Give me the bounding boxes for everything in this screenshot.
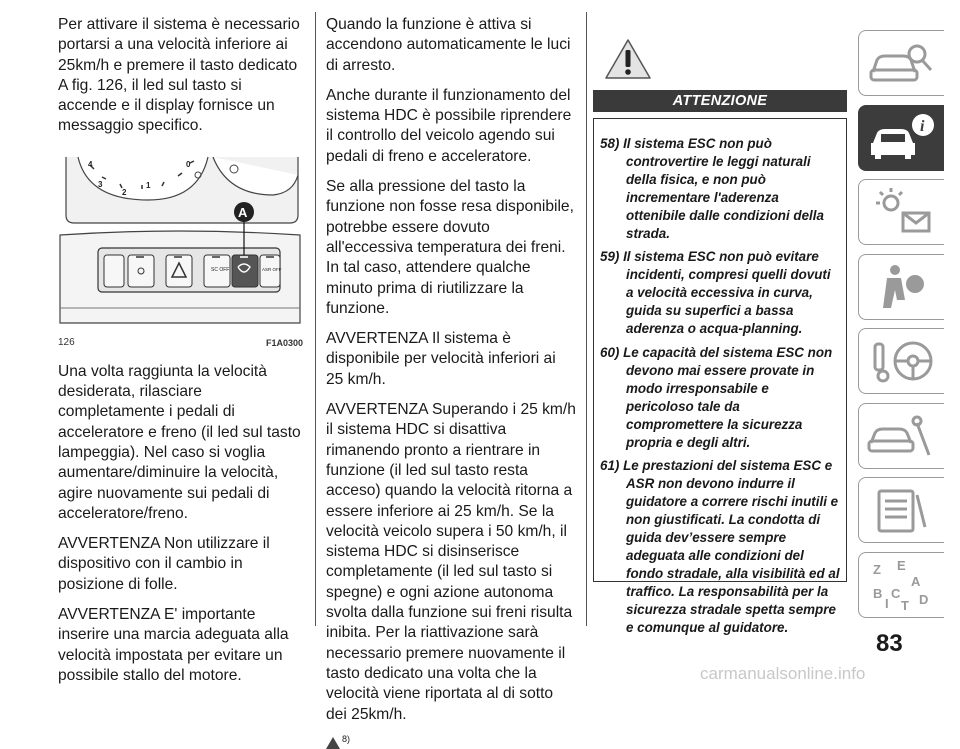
tab-starting-driving[interactable] <box>858 328 944 394</box>
svg-text:i: i <box>919 117 924 135</box>
esc-off-label: SC OFF <box>211 266 230 273</box>
figure-code: F1A0300 <box>265 337 303 348</box>
tab-car-info[interactable] <box>858 105 944 171</box>
paragraph: Una volta raggiunta la velocità desiderata, rilasciare completamente i pedali di acceleratore e freno (il led sul tasto lampeggia). Nel caso si voglia aumentare/diminuire la velocità, agire nuovamente sui pedali di acceleratore/freno. <box>58 362 301 522</box>
asr-off-label: ASR OFF <box>262 266 282 272</box>
index-letter: D <box>918 591 928 607</box>
note-reference[interactable] <box>326 729 576 749</box>
car-info-icon <box>867 111 937 165</box>
dashboard-illustration <box>58 155 303 330</box>
warning-icon <box>326 737 340 749</box>
index-letter: Z <box>872 561 881 577</box>
attenzione-box <box>593 118 847 635</box>
chapter-tabs <box>858 30 944 626</box>
car-search-icon <box>867 36 937 90</box>
index-letter: C <box>890 585 900 601</box>
column-divider <box>586 12 587 626</box>
gauge-number: 2 <box>122 187 127 197</box>
watermark: carmanualsonline.info <box>700 664 866 683</box>
paragraph: AVVERTENZA Superando i 25 km/h il sistema HDC si disattiva rimanendo pronto a rientrare in funzione (il led sul tasto resta acceso) quando la velocità ritorna a essere inferiore ai 25 km/h. Se la velocità veicolo supera i 50 km/h, il sistema HDC si disinserisce completamente (il led sul tasto si spegne) e ogni azione autonoma svolta dalla funzione sui freni risulta inibita. Per la riattivazione sarà necessario premere nuovamente il tasto dedicato una volta che la velocità viene riportata al di sotto dei 25km/h. <box>326 401 576 723</box>
index-letter: I <box>884 595 889 611</box>
paragraph: AVVERTENZA E' importante inserire una marcia adeguata alla velocità impostata per evitare un possibile stallo del motore. <box>58 606 289 684</box>
middle-column <box>326 15 576 749</box>
figure-number: 126 <box>58 336 75 348</box>
tab-maintenance[interactable] <box>858 403 944 469</box>
paragraph: Per attivare il sistema è necessario portarsi a una velocità inferiore ai 25km/h e premere il tasto dedicato A fig. 126, il led sul tasto si accende e il display fornisce un messaggio specifico. <box>58 16 300 135</box>
tab-technical-data[interactable] <box>858 477 944 543</box>
index-letter: T <box>900 597 909 613</box>
gauge-number: 0 <box>186 159 191 169</box>
spec-sheet-icon <box>867 483 937 537</box>
paragraph: Se alla pressione del tasto la funzione non fosse resa disponibile, potrebbe essere dovuto all'eccessiva temperatura dei freni. In tal caso, attendere qualche minuto prima di riutilizzare la funzione. <box>326 178 574 317</box>
paragraph: Anche durante il funzionamento del sistema HDC è possibile riprendere il controllo del veicolo agendo sui pedali di freno e acceleratore. <box>326 86 572 165</box>
paragraph: Quando la funzione è attiva si accendono automaticamente le luci di arresto. <box>326 16 571 74</box>
gauge-number: 1 <box>146 180 151 190</box>
paragraph: AVVERTENZA Il sistema è disponibile per velocità inferiori ai 25 km/h. <box>326 330 556 388</box>
car-wrench-icon <box>867 409 937 463</box>
figure-caption <box>58 330 303 348</box>
warning-item: 59) Il sistema ESC non può evitare incidenti, compresi quelli dovuti a velocità eccessiva in curva, guida su superfici a bassa aderenza o acqua-planning. <box>600 249 831 337</box>
warning-lights-icon <box>867 185 937 239</box>
figure-126 <box>58 155 303 348</box>
warning-item: 60) Le capacità del sistema ESC non devono mai essere provate in modo irresponsabile e pericoloso tale da compromettere la sicurezza propria e degli altri. <box>600 344 833 450</box>
gauge-number: 3 <box>98 179 103 189</box>
tab-safety[interactable] <box>858 254 944 320</box>
warning-item: 61) Le prestazioni del sistema ESC e ASR non devono indurre il guidatore a correre rischi inutili e non giustificati. La condotta di guida dev’essere sempre adeguata alle condizioni del fondo stradale, alla visibilità ed al traffico. La responsabilità per la sicurezza stradale spetta sempre e comunque al guidatore. <box>600 458 840 635</box>
left-column <box>58 15 303 696</box>
index-letter: E <box>896 557 906 573</box>
alphabetical-index-icon <box>867 558 937 612</box>
seatbelt-airbag-icon <box>867 260 937 314</box>
tab-index[interactable] <box>858 552 944 618</box>
index-letter: A <box>910 573 920 589</box>
paragraph: AVVERTENZA Non utilizzare il dispositivo con il cambio in posizione di folle. <box>58 535 270 593</box>
gauge-number: 4 <box>88 159 93 169</box>
steering-wheel-icon <box>867 334 937 388</box>
callout-label-a: A <box>238 204 248 220</box>
attenzione-header: ATTENZIONE <box>593 90 847 112</box>
tab-car-overview[interactable] <box>858 30 944 96</box>
column-divider <box>315 12 316 626</box>
note-reference-label: 8) <box>342 733 351 744</box>
index-letter: B <box>872 585 882 601</box>
tab-warning-lights[interactable] <box>858 179 944 245</box>
warning-triangle-icon <box>605 38 651 80</box>
page-number: 83 <box>876 630 903 657</box>
warning-item: 58) Il sistema ESC non può controvertire le leggi naturali della fisica, e non può incrementare l'aderenza ottenibile dalle condizioni della strada. <box>600 136 824 241</box>
